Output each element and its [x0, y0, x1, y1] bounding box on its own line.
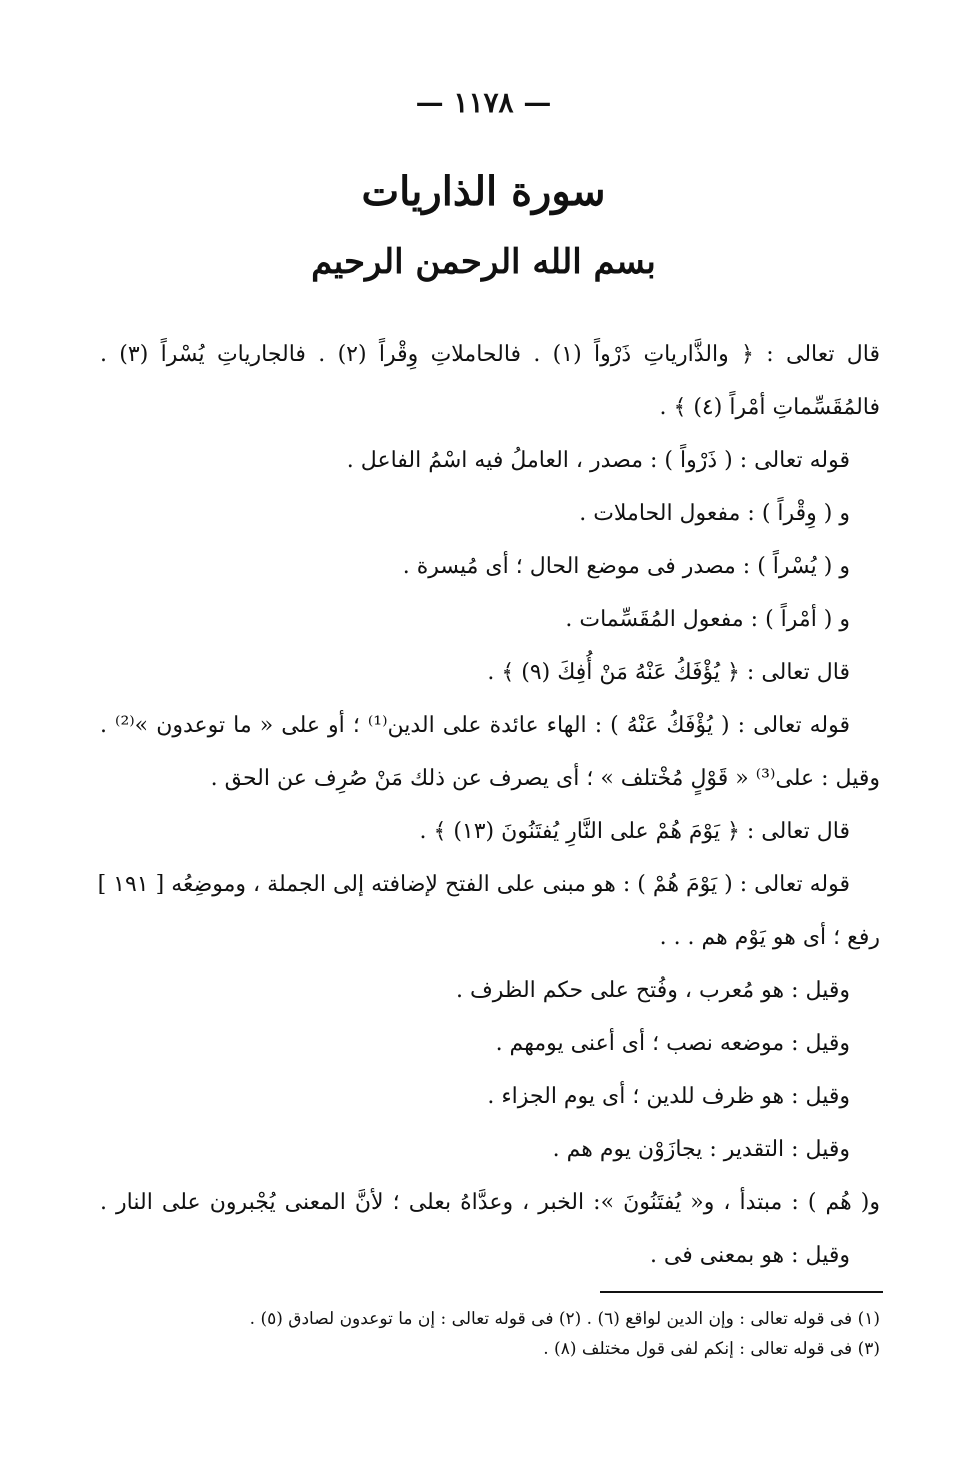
text-line: رفع ؛ أى هو يَوْم هم . . .	[659, 925, 880, 950]
text-line: قال تعالى : ﴿ يُؤْفَكُ عَنْهُ مَنْ أُفِكَ (٩) ﴾ .	[487, 660, 850, 685]
surah-title: سورة الذاريات	[361, 168, 606, 215]
text-line: قال تعالى : ﴿ والذَّارياتِ ذَرْواً (١) . فالحاملاتِ وِقْراً (٢) . فالجارياتِ يُسْراً (٣) .	[100, 342, 880, 367]
text-line: قوله تعالى : ( ذَرْواً ) : مصدر ، العاملُ فيه اسْمُ الفاعل .	[346, 448, 850, 473]
text-line: فالمُقَسِّماتِ أمْراً (٤) ﴾ .	[659, 395, 880, 420]
text-line: و( هُم ) : مبتدأ ، و« يُفتَنُونَ »: الخبر ، وعدَّاهُ بعلى ؛ لأنَّ المعنى يُجْبرون على النار .	[100, 1190, 880, 1215]
page-number: — ١١٧٨ —	[415, 86, 552, 119]
text-line: قوله تعالى : ( يَوْمَ هُمْ ) : هو مبنى على الفتح لإضافته إلى الجملة ، وموضِعُه [ ١٩١ ]	[97, 872, 850, 897]
footnote: (٣) فى قوله تعالى : إنكم لفى قول مختلف (٨) .	[543, 1339, 880, 1359]
text-line: وقيل : موضعه نصب ؛ أى أعنى يومهم .	[495, 1031, 850, 1056]
text-line: وقيل : هو مُعرب ، وفُتح على حكم الظرف .	[455, 978, 850, 1003]
footnote: (١) فى قوله تعالى : وإن الدين لواقع (٦) . (٢) فى قوله تعالى : إن ما توعدون لصادق (٥) .	[249, 1309, 880, 1329]
text-line: وقيل : هو ظرف للدين ؛ أى يوم الجزاء .	[487, 1084, 850, 1109]
text-line: وقيل : التقدير : يجازَوْن يوم هم .	[552, 1137, 850, 1162]
body-text	[97, 328, 880, 1282]
text-line: و ( وِقْراً ) : مفعول الحاملات .	[579, 501, 850, 526]
text-line: و ( يُسْراً ) : مصدر فى موضع الحال ؛ أى مُيسرة .	[402, 554, 850, 579]
text-line: وقيل : هو بمعنى فى .	[649, 1243, 850, 1268]
text-line: قال تعالى : ﴿ يَوْمَ هُمْ على النَّارِ يُفتَنُونَ (١٣) ﴾ .	[419, 819, 850, 844]
footnotes	[100, 1304, 880, 1364]
basmala-heading: بسم الله الرحمن الرحيم	[311, 242, 656, 282]
footnote-divider	[600, 1291, 883, 1293]
text-line: قوله تعالى : ( يُؤْفَكُ عَنْهُ ) : الهاء عائدة على الدين⁽¹⁾ ؛ أو على « ما توعدون »⁽²⁾ .	[100, 713, 851, 738]
text-line: وقيل : على⁽³⁾ « قَوْلٍ مُخْتلف » ؛ أى يصرف عن ذلك مَنْ صُرِف عن الحق .	[210, 766, 880, 791]
text-line: و ( أمْراً ) : مفعول المُقَسِّمات .	[565, 607, 850, 632]
